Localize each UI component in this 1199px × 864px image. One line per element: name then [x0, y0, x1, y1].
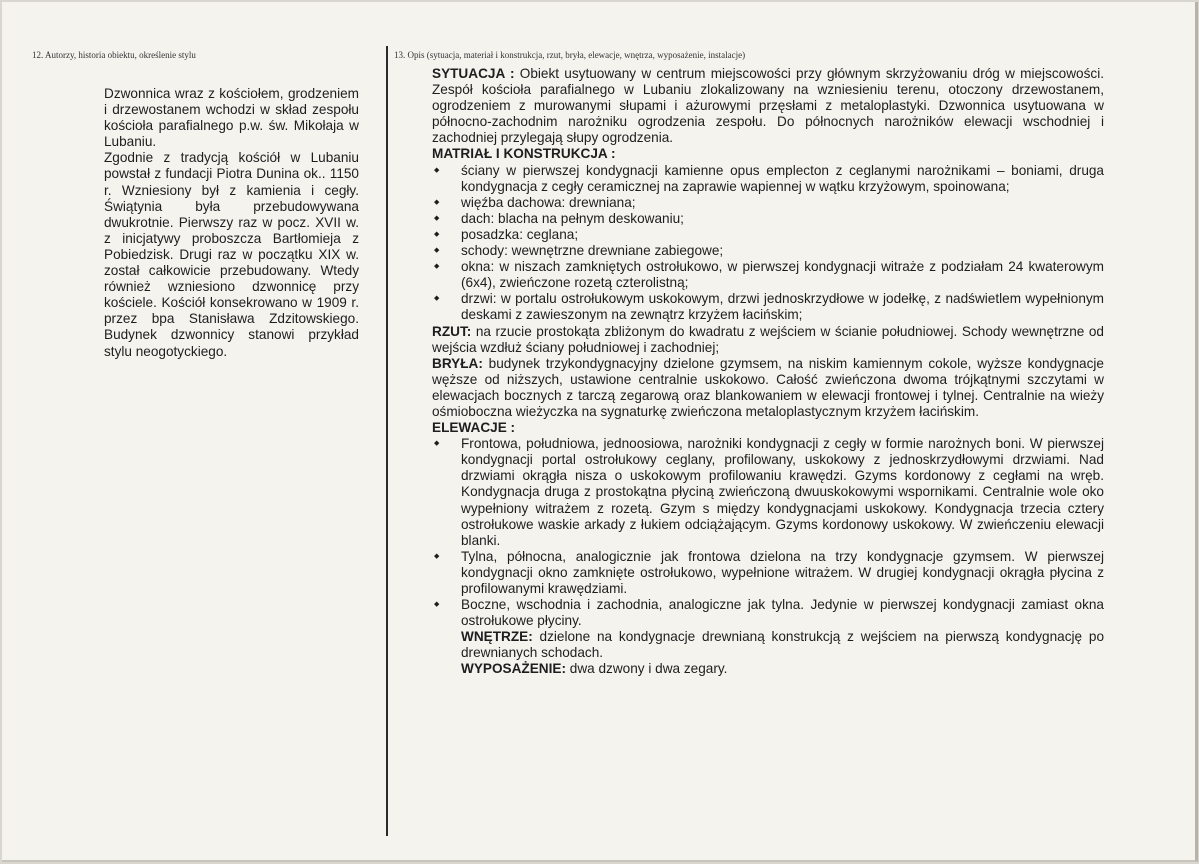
- section-bryla: [432, 356, 1104, 420]
- section-text: budynek trzykondygnacyjny dzielone gzymsem, na niskim kamiennym cokole, wyższe kondygnacje węższe od niższych, ustawione centralnie uskokowo. Całość zwieńczona dwoma trójkątnymi szczytami w elewacjach bocznych z tarczą zegarową oraz blankowaniem w elewacji frontowej i tylnej. Centralnie na wieży ośmioboczna wieżyczka na sygnaturkę zwieńczona metaloplastycznym krzyżem łacińskim.: [432, 355, 1104, 419]
- list-item: ◆ schody: wewnętrzne drewniane zabiegowe;: [432, 243, 1104, 259]
- list-item: ◆ więźba dachowa: drewniana;: [432, 195, 1104, 211]
- section-label: BRYŁA:: [432, 355, 483, 371]
- left-column-header: 12. Autorzy, historia obiektu, określenie stylu: [32, 50, 196, 60]
- section-label: RZUT:: [432, 323, 472, 339]
- section-label: WYPOSAŻENIE:: [461, 661, 566, 677]
- material-list: [432, 163, 1104, 324]
- section-wyposazenie: [432, 661, 1104, 677]
- history-paragraph: Zgodnie z tradycją kościół w Lubaniu powstał z fundacji Piotra Dunina ok.. 1150 r. Wzniesiony był z kamienia i cegły. Świątynia była przebudowywana dwukrotnie. Pierwszy raz w pocz. XVII w. z inicjatywy proboszcza Bartłomieja z Pobiedzisk. Drugi raz w początku XIX w. został całkowicie przebudowany. Wtedy również wzniesiono dzwonnicę przy kościele. Kościół konsekrowano w 1909 r. przez bpa Stanisława Zdzitowskiego. Budynek dzwonnicy stanowi przykład stylu neogotyckiego.: [104, 150, 359, 359]
- list-item: ◆ posadzka: ceglana;: [432, 227, 1104, 243]
- section-elewacje-heading: ELEWACJE :: [432, 420, 516, 436]
- section-label: SYTUACJA :: [432, 66, 515, 81]
- history-column: [104, 86, 359, 360]
- list-item: ◆ Boczne, wschodnia i zachodnia, analogiczne jak tylna. Jedynie w pierwszej kondygnacji zamiast okna ostrołukowe płyciny.: [432, 597, 1104, 629]
- list-item: ◆ dach: blacha na pełnym deskowaniu;: [432, 211, 1104, 227]
- list-item: ◆ ściany w pierwszej kondygnacji kamienne opus emplecton z ceglanymi narożnikami – boniami, druga kondygnacja z cegły ceramicznej na zaprawie wapiennej w wątku krzyżowym, spoinowana;: [432, 163, 1104, 195]
- section-material-heading: MATRIAŁ I KONSTRUKCJA :: [432, 146, 616, 162]
- section-text: na rzucie prostokąta zbliżonym do kwadratu z wejściem w ścianie południowej. Schody wewnętrzne od wejścia wzdłuż ściany południowej i zachodniej;: [432, 323, 1104, 355]
- list-item: ◆ Frontowa, południowa, jednoosiowa, narożniki kondygnacji z cegły w formie narożnych boni. W pierwszej kondygnacji portal ostrołukowy ceglany, profilowany, uskokowy z jednoskrzydłowymi drzwiami. Nad drzwiami okrągła nisza o uskokowym profilowaniu krawędzi. Gzyms kordonowy z cegłami na wręb. Kondygnacja druga z prostokątna płyciną zwieńczoną dwuuskokowymi wspornikami. Centralnie wole oko wypełniony witrażem z rozetą. Gzym s między kondygnacjami uskokowy. Kondygnacja trzecia cztery ostrołukowe waskie arkady z łukiem odciążającym. Gzyms kordonowy uskokowy. W zwieńczeniu elewacji blanki.: [432, 436, 1104, 549]
- list-item: ◆ drzwi: w portalu ostrołukowym uskokowym, drzwi jednoskrzydłowe w jodełkę, z nadświetlem wypełnionym deskami z zawieszonym na zewnątrz krzyżem łacińskim;: [432, 291, 1104, 323]
- section-wnetrze: [432, 629, 1104, 661]
- section-sytuacja: [432, 66, 1104, 146]
- right-column-header: 13. Opis (sytuacja, materiał i konstrukcja, rzut, bryła, elewacje, wnętrza, wyposażenie, instalacje): [394, 50, 746, 60]
- section-text: dzielone na kondygnacje drewnianą konstrukcją z wejściem na pierwszą kondygnację po drewnianych schodach.: [461, 629, 1104, 661]
- section-label: WNĘTRZE:: [461, 629, 533, 645]
- column-divider: [386, 46, 388, 836]
- list-item: ◆ okna: w niszach zamkniętych ostrołukowo, w pierwszej kondygnacji witraże z podziałam 24 kwaterowym (6x4), zwieńczone rozetą czterolistną;: [432, 259, 1104, 291]
- section-text: Obiekt usytuowany w centrum miejscowości przy głównym skrzyżowaniu dróg w miejscowości. Zespół kościoła parafialnego w Lubaniu zlokalizowany na wzniesieniu terenu, otoczony drzewostanem, ogrodzeniem z murowanymi słupami i ażurowymi przęsłami z metaloplastyki. Dzwonnica usytuowana w północno-zachodnim narożniku ogrodzenia zespołu. Do północnych narożników elewacji wschodniej i zachodniej przylegają słupy ogrodzenia.: [432, 66, 1104, 146]
- description-column: [432, 66, 1104, 678]
- elewacje-list: [432, 436, 1104, 629]
- section-rzut: [432, 324, 1104, 356]
- history-paragraph: Dzwonnica wraz z kościołem, grodzeniem i drzewostanem wchodzi w skład zespołu kościoła parafialnego p.w. św. Mikołaja w Lubaniu.: [104, 86, 359, 150]
- list-item: ◆ Tylna, północna, analogicznie jak frontowa dzielona na trzy kondygnacje gzymsem. W pierwszej kondygnacji okno zamknięte ostrołukowo, wypełnione witrażem. W drugiej kondygnacji okrągła płycina z profilowanymi krawędziami.: [432, 549, 1104, 597]
- section-text: dwa dzwony i dwa zegary.: [565, 661, 728, 677]
- document-page: [2, 2, 1198, 862]
